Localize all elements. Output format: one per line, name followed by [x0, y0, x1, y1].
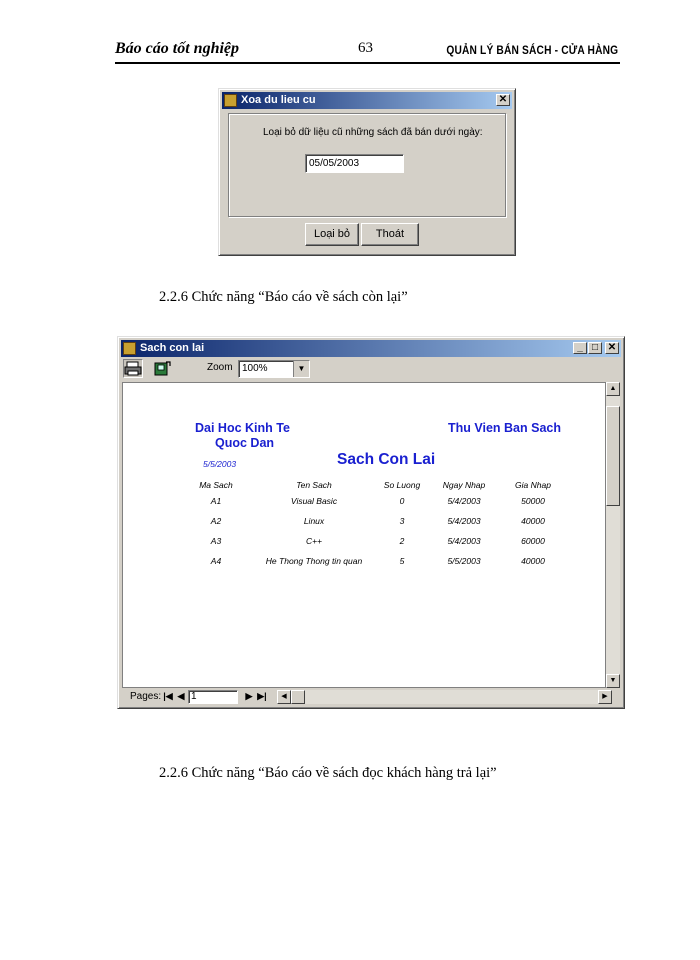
report-preview: [122, 382, 606, 688]
page-number-input[interactable]: 1: [188, 690, 238, 704]
report-window: [117, 336, 625, 709]
scroll-up-icon[interactable]: ▲: [606, 382, 620, 396]
table-cell: 3: [399, 516, 405, 526]
scroll-right-icon[interactable]: ▶: [598, 690, 612, 704]
app-icon: [123, 342, 136, 355]
col-header-ngay-nhap: Ngay Nhap: [442, 480, 486, 490]
report-toolbar: [121, 358, 621, 380]
table-cell: A2: [210, 516, 222, 526]
header-document-title: Báo cáo tốt nghiệp: [115, 40, 240, 57]
header-project-title: QUẢN LÝ BÁN SÁCH - CỬA HÀNG: [446, 43, 618, 57]
table-cell: 60000: [521, 536, 545, 546]
report-titlebar[interactable]: [121, 340, 621, 357]
dialog-title: Xoa du lieu cu: [241, 94, 316, 106]
col-header-ma-sach: Ma Sach: [199, 480, 233, 490]
table-cell: C++: [305, 536, 323, 546]
app-icon: [224, 94, 237, 107]
table-cell: 40000: [521, 516, 545, 526]
table-cell: 5/5/2003: [447, 556, 481, 566]
report-window-title: Sach con lai: [140, 342, 205, 354]
delete-before-date-label: Loại bỏ dữ liệu cũ những sách đã bán dưới ngày:: [263, 127, 483, 138]
delete-old-data-dialog: [218, 88, 516, 256]
report-date: 5/5/2003: [203, 459, 237, 469]
col-header-so-luong: So Luong: [383, 480, 421, 490]
vertical-scrollbar[interactable]: [606, 382, 620, 688]
table-cell: 5/4/2003: [447, 516, 481, 526]
table-cell: A4: [210, 556, 222, 566]
report-statusbar: [122, 689, 620, 705]
exit-button[interactable]: Thoát: [361, 223, 419, 246]
last-page-icon[interactable]: ▶|: [257, 691, 267, 701]
print-icon[interactable]: [123, 359, 143, 378]
export-icon[interactable]: [152, 359, 172, 378]
minimize-icon[interactable]: _: [573, 342, 587, 354]
close-icon[interactable]: ✕: [496, 94, 510, 106]
table-cell: 40000: [521, 556, 545, 566]
first-page-icon[interactable]: |◀: [163, 691, 173, 701]
section-heading-returned-books: 2.2.6 Chức năng “Báo cáo về sách đọc khách hàng trả lại”: [159, 765, 497, 781]
report-library-name: Thu Vien Ban Sach: [448, 421, 561, 435]
col-header-gia-nhap: Gia Nhap: [515, 480, 551, 490]
table-cell: Linux: [303, 516, 325, 526]
report-org-line2: Quoc Dan: [215, 436, 275, 450]
table-cell: 5/4/2003: [447, 496, 481, 506]
table-cell: A1: [210, 496, 222, 506]
table-cell: 5/4/2003: [447, 536, 481, 546]
table-cell: 0: [399, 496, 405, 506]
horizontal-scrollbar[interactable]: [277, 690, 612, 704]
zoom-label: Zoom: [207, 362, 233, 373]
section-heading-remaining-books: 2.2.6 Chức năng “Báo cáo về sách còn lại”: [159, 289, 408, 305]
table-cell: Visual Basic: [290, 496, 338, 506]
col-header-ten-sach: Ten Sach: [296, 480, 332, 490]
table-cell: 2: [399, 536, 405, 546]
report-org-line1: Dai Hoc Kinh Te: [195, 421, 290, 435]
dialog-titlebar[interactable]: [222, 92, 512, 109]
report-title: Sach Con Lai: [337, 451, 436, 468]
zoom-value: 100%: [242, 363, 268, 374]
zoom-select[interactable]: [238, 360, 310, 378]
next-page-icon[interactable]: ▶: [245, 691, 253, 701]
table-cell: 50000: [521, 496, 545, 506]
table-cell: A3: [210, 536, 222, 546]
maximize-icon[interactable]: □: [588, 342, 602, 354]
table-cell: 5: [399, 556, 405, 566]
scroll-down-icon[interactable]: ▼: [606, 674, 620, 688]
remove-button[interactable]: Loại bỏ: [305, 223, 359, 246]
scroll-left-icon[interactable]: ◀: [277, 690, 291, 704]
chevron-down-icon[interactable]: ▼: [293, 361, 309, 377]
header-page-number: 63: [358, 40, 373, 56]
close-icon[interactable]: ✕: [605, 342, 619, 354]
date-input[interactable]: 05/05/2003: [305, 154, 404, 173]
page-header: [115, 40, 620, 64]
horizontal-scroll-thumb[interactable]: [291, 690, 305, 704]
pages-label: Pages:: [130, 691, 162, 702]
table-cell: He Thong Thong tin quan: [265, 556, 363, 566]
prev-page-icon[interactable]: ◀: [177, 691, 185, 701]
vertical-scroll-thumb[interactable]: [606, 406, 620, 506]
